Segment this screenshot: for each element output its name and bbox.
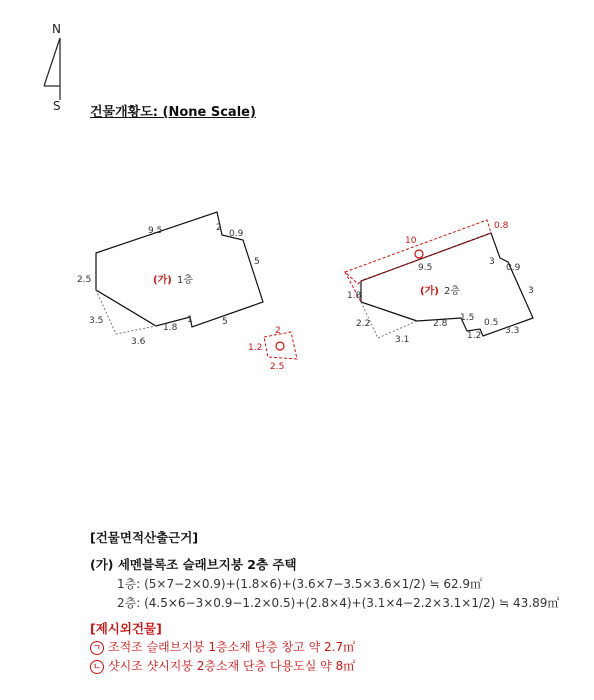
floor1-formula: 1층: (5×7−2×0.9)+(1.8×6)+(3.6×7−3.5×3.6×1/2) ≒ 62.9㎡ [117,577,483,591]
f1-dim-4: 5 [254,257,260,267]
floor1-triangle-hyp [96,290,156,326]
f1-dim-3: 0.9 [229,229,244,239]
annex-a-dim-3: 2.5 [270,362,285,372]
annex-b-dim-1: 10 [405,236,417,246]
annex-a-dim-2: 1.2 [248,343,263,353]
f1-dim-8: 3.6 [131,337,146,347]
excluded-buildings-title: [제시외건물] [90,621,162,636]
f2-dim-10: 3.1 [395,335,410,345]
f1-dim-5: 5 [222,317,228,327]
f2-dim-5: 3.3 [505,326,520,336]
f2-dim-1: 9.5 [418,263,433,273]
area-calc-title: [건물면적산출근거] [90,530,199,545]
marker-a-icon: ㄱ [90,641,104,655]
f1-building-label: (가) [153,275,172,286]
annex-b-outline [345,220,491,284]
f1-dim-2: 2 [216,223,222,233]
floor2-formula: 2층: (4.5×6−3×0.9−1.2×0.5)+(2.8×4)+(3.1×4−2.2×3.1×1/2) ≒ 43.89㎡ [117,596,560,610]
area-calc-subtitle: (가) 세멘블록조 슬래브지붕 2층 주택 [90,557,297,572]
f2-dim-9: 2.8 [433,319,448,329]
f1-floor-label: 1층 [177,275,194,286]
f2-dim-7: 1.2 [467,331,482,341]
annex-a-marker-icon [276,342,284,350]
annex-a-dim-1: 2 [275,326,281,336]
excluded-item-1 [90,638,355,655]
f2-dim-12: 1.8 [347,291,362,301]
f2-dim-3: 0.9 [506,263,521,273]
f1-dim-7: 1.8 [163,323,178,333]
excluded-item-2-text: 샷시조 샷시지붕 2층소재 단층 다용도실 약 8㎡ [108,659,356,673]
excluded-item-2 [90,657,355,674]
f1-dim-6: 1 [187,315,193,325]
compass-north-label: N [52,22,61,36]
f2-floor-label: 2층 [444,286,461,297]
compass-south-label: S [53,99,61,113]
f2-dim-4: 3 [528,286,534,296]
f1-dim-10: 2.5 [77,275,92,285]
annex-b-marker-icon [415,250,423,258]
drawing-title: 건물개황도: (None Scale) [90,105,256,120]
f2-dim-6: 0.5 [484,318,499,328]
annex-a-outline [264,332,297,359]
f2-building-label: (가) [420,286,439,297]
excluded-item-1-text: 조적조 슬래브지붕 1층소재 단층 창고 약 2.7㎡ [108,640,356,654]
f2-dim-11: 2.2 [356,319,371,329]
f1-dim-9: 3.5 [89,316,104,326]
marker-b-icon: ㄴ [90,660,104,674]
annex-b-dim-2: 0.8 [494,221,509,231]
f2-dim-2: 3 [489,257,495,267]
f2-dim-8: 1.5 [460,313,475,323]
floor1-triangle-dotted [96,290,156,334]
f1-dim-1: 9.5 [148,226,163,236]
